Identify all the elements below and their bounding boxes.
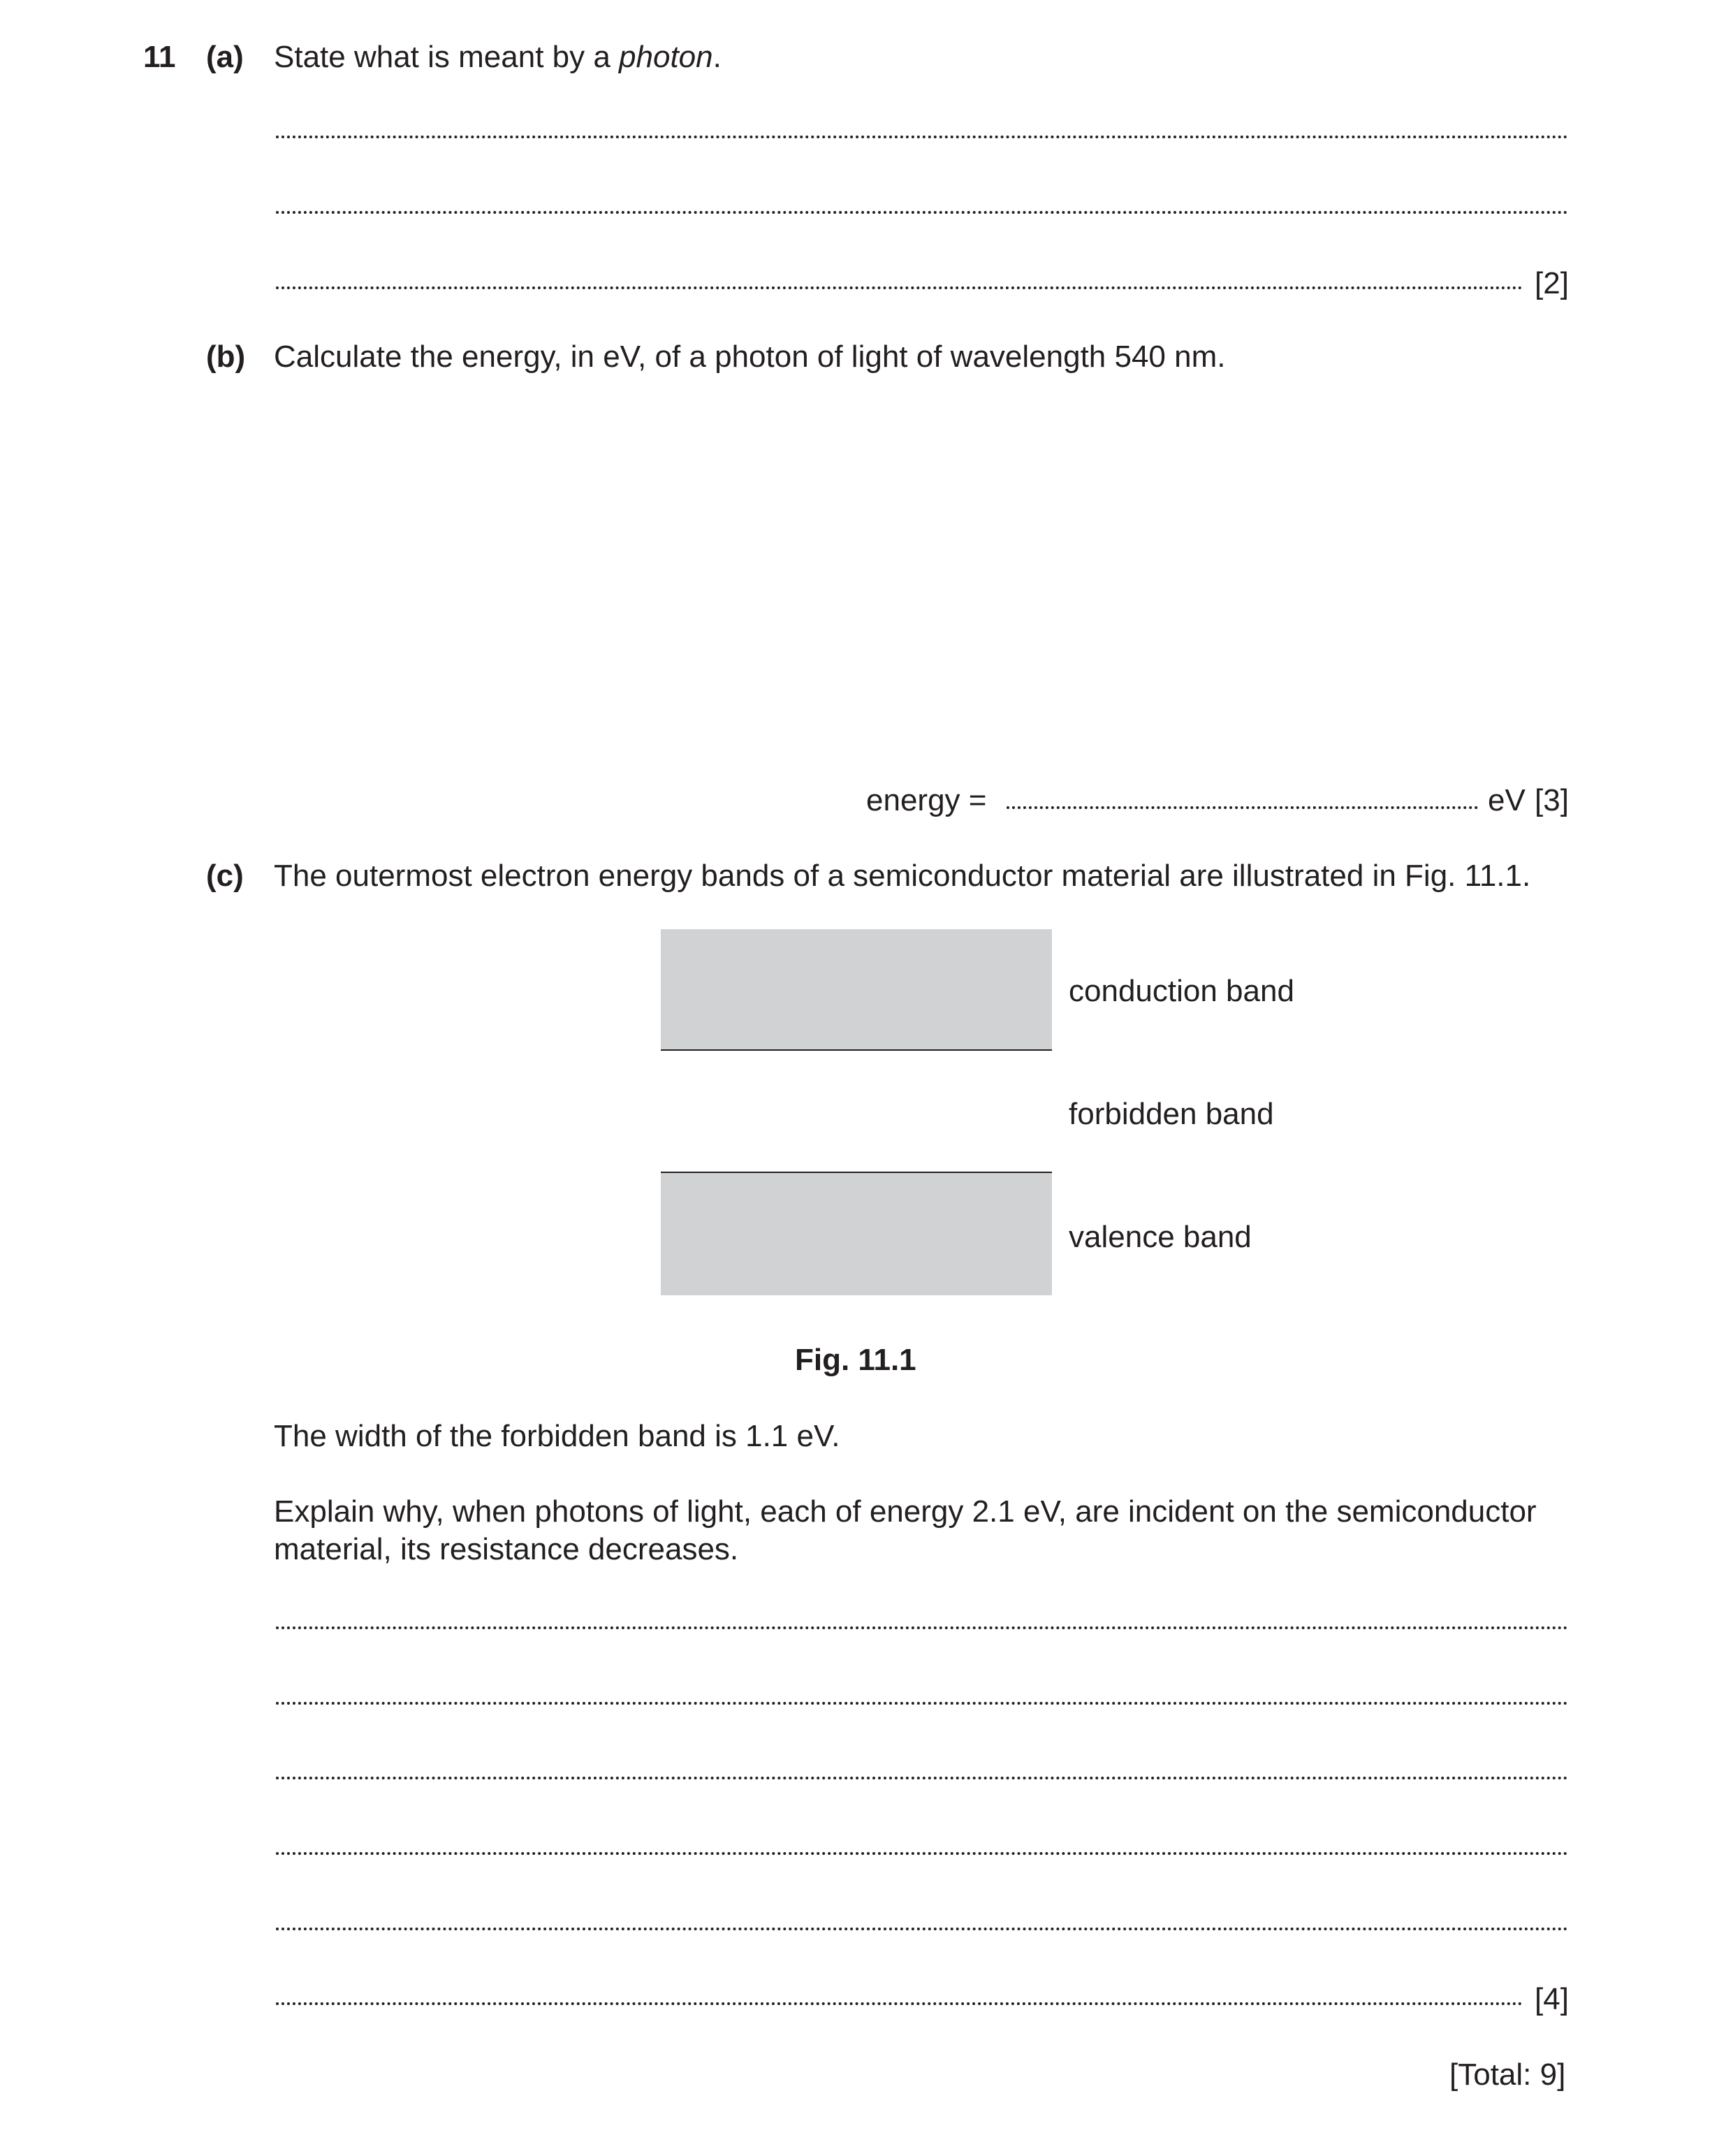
answer-line-c-6[interactable] (276, 2002, 1523, 2005)
part-c-question-line-1: Explain why, when photons of light, each of energy 2.1 eV, are incident on the semiconductor (274, 1494, 1537, 1529)
valence-band-label: valence band (1069, 1220, 1252, 1254)
part-c-marks: [4] (1535, 1982, 1569, 2016)
part-c-intro: The outermost electron energy bands of a semiconductor material are illustrated in Fig. 11.1. (274, 859, 1531, 893)
part-a-prompt (274, 42, 722, 73)
part-b-label: (b) (206, 340, 246, 374)
question-total: [Total: 9] (1449, 2057, 1566, 2092)
answer-line-c-2[interactable] (276, 1702, 1568, 1705)
question-number: 11 (143, 40, 176, 74)
answer-line-a-3[interactable] (276, 286, 1523, 289)
part-c-label: (c) (206, 859, 244, 893)
part-a-prompt-term: photon (619, 40, 713, 74)
answer-line-c-3[interactable] (276, 1777, 1568, 1779)
answer-line-a-1[interactable] (276, 136, 1568, 138)
part-b-prompt: Calculate the energy, in eV, of a photon of light of wavelength 540 nm. (274, 340, 1226, 374)
energy-answer-line[interactable] (1007, 806, 1478, 809)
answer-line-c-4[interactable] (276, 1852, 1568, 1855)
part-b-marks: [3] (1535, 783, 1569, 817)
conduction-band-box (661, 929, 1052, 1050)
part-a-prompt-after: . (712, 40, 722, 74)
forbidden-band-label: forbidden band (1069, 1097, 1274, 1131)
figure-caption: Fig. 11.1 (795, 1343, 916, 1377)
valence-band-box (661, 1173, 1052, 1295)
part-a-prompt-before: State what is meant by a (274, 40, 620, 74)
energy-answer-label: energy = (866, 783, 987, 817)
part-a-label: (a) (206, 40, 244, 74)
forbidden-band-statement: The width of the forbidden band is 1.1 eV. (274, 1419, 840, 1453)
conduction-band-edge (661, 1049, 1052, 1051)
answer-line-a-2[interactable] (276, 211, 1568, 214)
energy-answer-unit: eV (1488, 783, 1526, 817)
answer-line-c-5[interactable] (276, 1928, 1568, 1930)
answer-line-c-1[interactable] (276, 1626, 1568, 1629)
part-c-question-line-2: material, its resistance decreases. (274, 1532, 739, 1566)
conduction-band-label: conduction band (1069, 974, 1294, 1008)
part-a-marks: [2] (1535, 266, 1569, 300)
